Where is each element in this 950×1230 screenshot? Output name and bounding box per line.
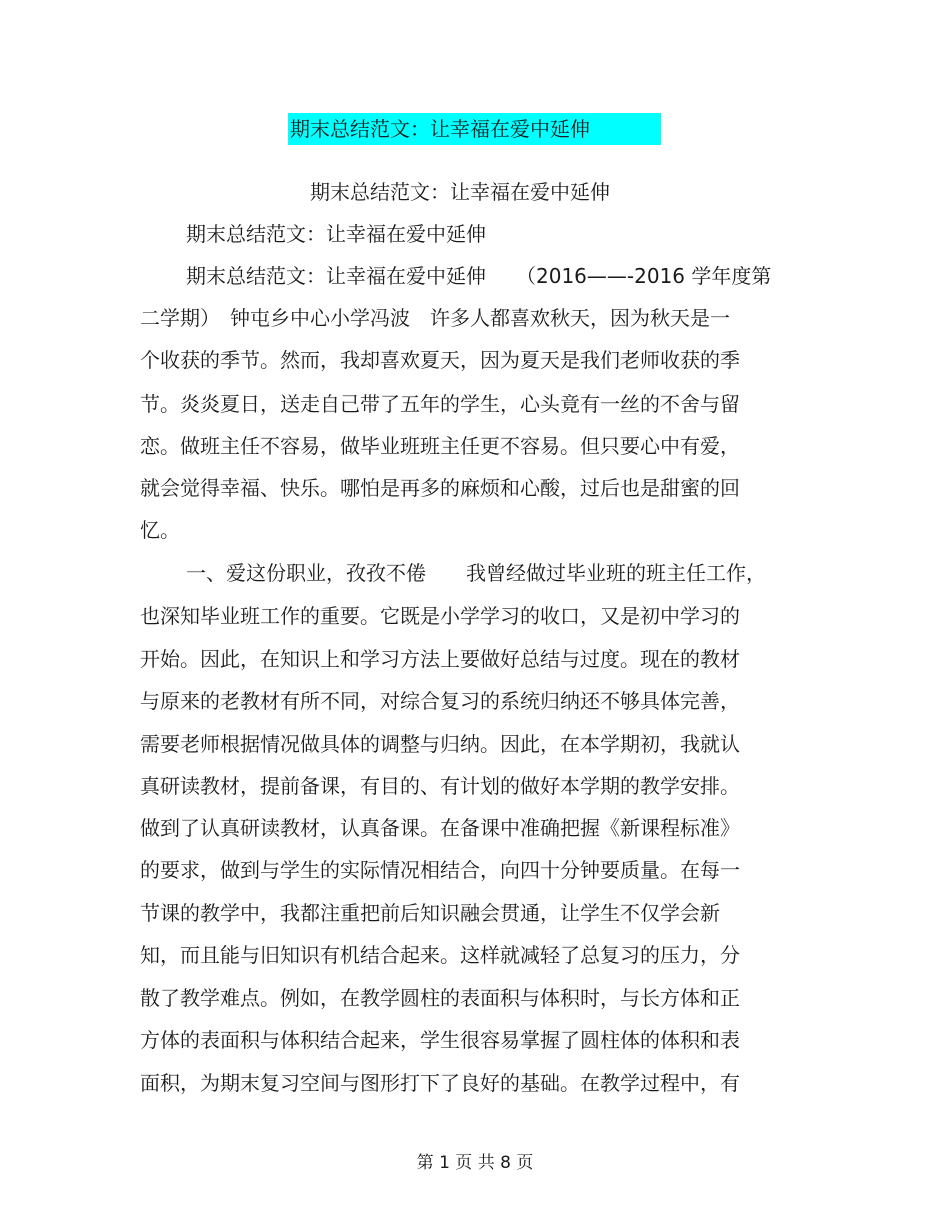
body-line: 方体的表面积与体积结合起来，学生很容易掌握了圆柱体的体积和表 [140,1028,740,1052]
body-line: 期末总结范文：让幸福在爱中延伸 （2016——-2016 学年度第 [186,264,772,288]
body-line: 节。炎炎夏日，送走自己带了五年的学生，心头竟有一丝的不舍与留 [140,392,740,416]
body-line: 也深知毕业班工作的重要。它既是小学学习的收口，又是初中学习的 [140,604,740,628]
body-line: 就会觉得幸福、快乐。哪怕是再多的麻烦和心酸，过后也是甜蜜的回 [140,476,740,500]
body-line: 与原来的老教材有所不同，对综合复习的系统归纳还不够具体完善， [140,689,740,713]
body-line: 做到了认真研读教材，认真备课。在备课中准确把握《新课程标准》 [140,816,740,840]
body-line: 的要求，做到与学生的实际情况相结合，向四十分钟要质量。在每一 [140,858,740,882]
body-line: 恋。做班主任不容易，做毕业班班主任更不容易。但只要心中有爱， [140,434,740,458]
body-line: 忆。 [140,518,180,542]
body-line: 二学期） 钟屯乡中心小学冯波 许多人都喜欢秋天，因为秋天是一 [140,306,730,330]
body-line: 散了教学难点。例如，在教学圆柱的表面积与体积时，与长方体和正 [140,986,740,1010]
page-footer: 第 1 页 共 8 页 [416,1153,534,1173]
body-line: 开始。因此，在知识上和学习方法上要做好总结与过度。现在的教材 [140,647,740,671]
subtitle-line: 期末总结范文：让幸福在爱中延伸 [310,180,610,204]
body-line: 面积，为期末复习空间与图形打下了良好的基础。在教学过程中，有 [140,1071,740,1095]
body-line: 知，而且能与旧知识有机结合起来。这样就减轻了总复习的压力，分 [140,943,740,967]
body-line: 个收获的季节。然而，我却喜欢夏天，因为夏天是我们老师收获的季 [140,348,740,372]
body-line: 真研读教材，提前备课，有目的、有计划的做好本学期的教学安排。 [140,774,740,798]
document-title: 期末总结范文：让幸福在爱中延伸 [290,117,590,141]
heading-line: 期末总结范文：让幸福在爱中延伸 [186,222,486,246]
body-line: 节课的教学中，我都注重把前后知识融会贯通，让学生不仅学会新 [140,901,720,925]
body-line: 需要老师根据情况做具体的调整与归纳。因此，在本学期初，我就认 [140,732,740,756]
section-heading-line: 一、爱这份职业，孜孜不倦 我曾经做过毕业班的班主任工作， [186,561,766,585]
